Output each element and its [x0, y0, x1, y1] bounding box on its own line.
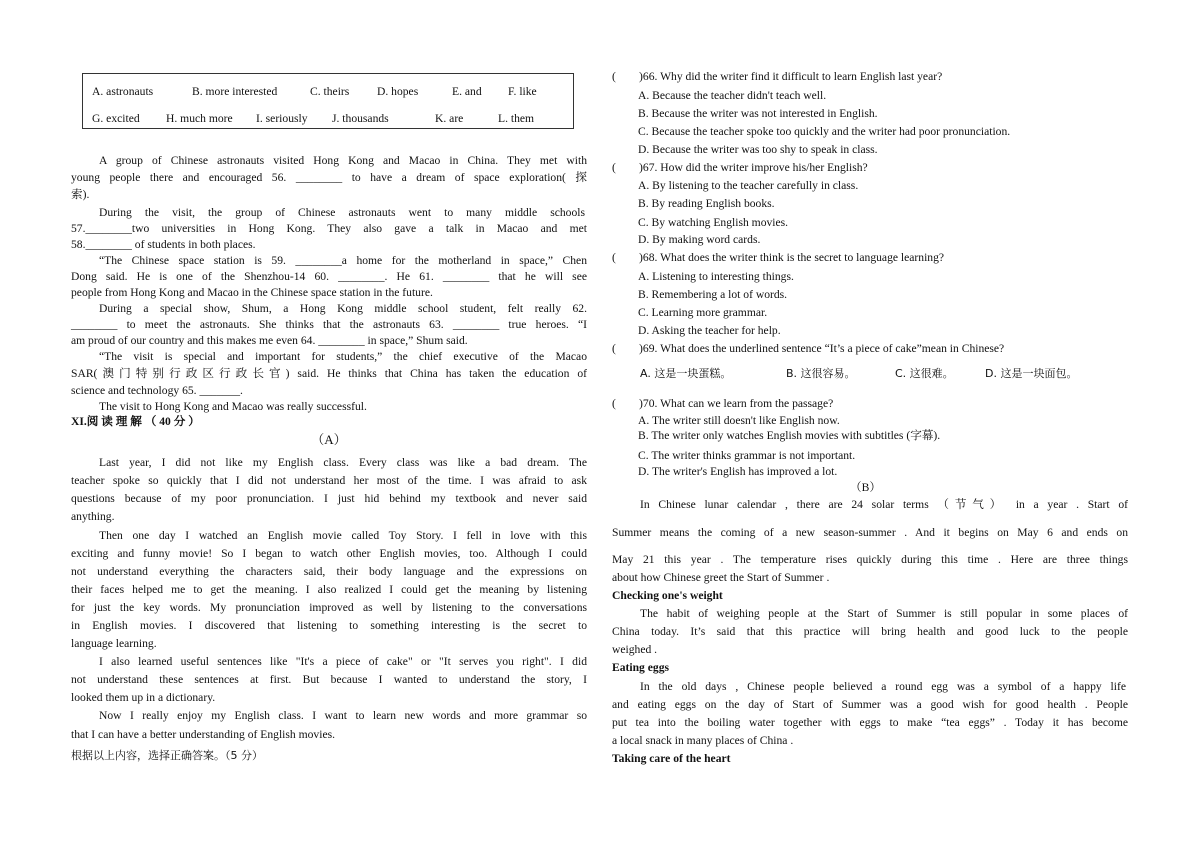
passage-b-heading: Checking one's weight: [612, 589, 723, 602]
cloze-line: young people there and encouraged 56. ________ to have a dream of space exploration( 探: [71, 171, 587, 184]
cloze-line: people from Hong Kong and Macao in the Chinese space station in the future.: [71, 286, 433, 299]
question-option: B. By reading English books.: [638, 197, 775, 210]
passage-b-heading: Eating eggs: [612, 661, 670, 674]
cloze-line: During the visit, the group of Chinese astronauts went to many middle schools: [99, 206, 585, 219]
word-option: A. astronauts: [92, 85, 154, 98]
passage-a-line: that I can have a better understanding of English movies.: [71, 728, 336, 741]
passage-b-label: （B）: [850, 481, 881, 494]
question-option: B. Because the writer was not interested in English.: [638, 107, 878, 120]
passage-b-line: a local snack in many places of China .: [612, 734, 794, 747]
cloze-line: The visit to Hong Kong and Macao was really successful.: [99, 400, 367, 413]
passage-b-line: In the old days , Chinese people believed a round egg was a symbol of a happy life: [640, 680, 1126, 693]
section-title: XI.阅 读 理 解 （ 40 分 ）: [71, 415, 200, 428]
question-option: A. By listening to the teacher carefully in class.: [638, 179, 859, 192]
passage-a-line: exciting and funny movie! So I began to watch other English movies, too. Although I could: [71, 547, 587, 560]
question-option: C. By watching English movies.: [638, 216, 789, 229]
passage-a-line: Now I really enjoy my English class. I want to learn new words and more grammar so: [99, 709, 587, 722]
passage-a-line: Last year, I did not like my English class. Every class was like a bad dream. The: [99, 456, 587, 469]
passage-b-line: about how Chinese greet the Start of Summer .: [612, 571, 830, 584]
word-option: E. and: [452, 85, 482, 98]
word-option: B. more interested: [192, 85, 278, 98]
question-option: A. Because the teacher didn't teach well.: [638, 89, 827, 102]
passage-a-line: anything.: [71, 510, 115, 523]
passage-a-line: I also learned useful sentences like "It's a piece of cake" or "It serves you right". I did: [99, 655, 587, 668]
passage-b-line: Summer means the coming of a new season-summer . And it begins on May 6 and ends on: [612, 526, 1128, 539]
cloze-line: 索).: [71, 188, 90, 201]
question-option: B. 这很容易。: [786, 367, 856, 380]
passage-a-line: Then one day I watched an English movie called Toy Story. I fell in love with this: [99, 529, 587, 542]
word-option: F. like: [508, 85, 537, 98]
question-option: B. Remembering a lot of words.: [638, 288, 788, 301]
passage-b-heading: Taking care of the heart: [612, 752, 731, 765]
passage-a-line: in English movies. I discovered that listening to something interesting is the secret to: [71, 619, 587, 632]
passage-a-line: questions because of my poor pronunciation. I just hid behind my textbook and never said: [71, 492, 587, 505]
cloze-line: A group of Chinese astronauts visited Hong Kong and Macao in China. They met with: [99, 154, 587, 167]
question-option: D. By making word cards.: [638, 233, 761, 246]
word-option: J. thousands: [332, 112, 389, 125]
passage-b-line: May 21 this year . The temperature rises quickly during this time . Here are three things: [612, 553, 1128, 566]
passage-a-line: not understand everything the characters said, their body language and the expressions on: [71, 565, 587, 578]
cloze-line: science and technology 65. _______.: [71, 384, 243, 397]
cloze-line: “The Chinese space station is 59. ________a home for the motherland in space,” Chen: [99, 254, 587, 267]
cloze-line: am proud of our country and this makes me even 64. ________ in space,” Shum said.: [71, 334, 468, 347]
passage-a-line: looked them up in a dictionary.: [71, 691, 216, 704]
passage-b-line: In Chinese lunar calendar , there are 24 solar terms （节气） in a year . Start of: [640, 498, 1128, 511]
question-option: D. Because the writer was too shy to speak in class.: [638, 143, 878, 156]
question-option: D. Asking the teacher for help.: [638, 324, 781, 337]
passage-b-line: The habit of weighing people at the Start of Summer is still popular in some places of: [640, 607, 1128, 620]
passage-a-line: teacher spoke so quickly that I did not understand her most of the time. I was afraid to ask: [71, 474, 587, 487]
question-option: D. The writer's English has improved a lot.: [638, 465, 838, 478]
word-option: G. excited: [92, 112, 140, 125]
question-option: C. The writer thinks grammar is not important.: [638, 449, 856, 462]
word-bank-box: [82, 73, 574, 129]
passage-b-line: weighed .: [612, 643, 658, 656]
question-option: A. 这是一块蛋糕。: [640, 367, 732, 380]
question-option: C. 这很难。: [895, 367, 954, 380]
cloze-line: “The visit is special and important for students,” the chief executive of the Macao: [99, 350, 587, 363]
cloze-line: Dong said. He is one of the Shenzhou-14 60. ________. He 61. ________ that he will see: [71, 270, 587, 283]
passage-b-line: China today. It’s said that this practice will bring health and good luck to the people: [612, 625, 1128, 638]
passage-a-line: language learning.: [71, 637, 157, 650]
word-option: D. hopes: [377, 85, 419, 98]
question-option: C. Because the teacher spoke too quickly and the writer had poor pronunciation.: [638, 125, 1011, 138]
passage-b-line: and eating eggs on the day of Start of Summer was a good wish for good health . People: [612, 698, 1128, 711]
question-68-stem: ( )68. What does the writer think is the secret to language learning?: [612, 251, 945, 264]
passage-a-line: their faces helped me to get the meaning. I also realized I could get the meaning by listening: [71, 583, 587, 596]
word-option: H. much more: [166, 112, 233, 125]
question-option: D. 这是一块面包。: [985, 367, 1078, 380]
question-option: B. The writer only watches English movies with subtitles (字幕).: [638, 429, 941, 442]
passage-b-line: put tea into the boiling water together with eggs to make “tea eggs” . Today it has become: [612, 716, 1128, 729]
word-option: C. theirs: [310, 85, 350, 98]
passage-a-label: （A）: [311, 432, 347, 447]
question-66-stem: ( )66. Why did the writer find it difficult to learn English last year?: [612, 70, 943, 83]
question-option: A. Listening to interesting things.: [638, 270, 794, 283]
passage-a-instruction: 根据以上内容，选择正确答案。（5 分）: [71, 749, 263, 762]
word-option: L. them: [498, 112, 535, 125]
word-option: K. are: [435, 112, 464, 125]
cloze-line: SAR(澳门特别行政区行政长官) said. He thinks that China has taken the education of: [71, 367, 587, 380]
question-67-stem: ( )67. How did the writer improve his/her English?: [612, 161, 868, 174]
cloze-line: During a special show, Shum, a Hong Kong middle school student, felt really 62.: [99, 302, 587, 315]
word-option: I. seriously: [256, 112, 308, 125]
passage-a-line: for just the key words. My pronunciation improved as well by listening to the conversations: [71, 601, 587, 614]
cloze-line: 58.________ of students in both places.: [71, 238, 256, 251]
question-70-stem: ( )70. What can we learn from the passage?: [612, 397, 834, 410]
question-option: A. The writer still doesn't like English now.: [638, 414, 840, 427]
passage-a-line: not understand these sentences at first. But because I wanted to understand the story, I: [71, 673, 587, 686]
cloze-line: 57.________two universities in Hong Kong. They also gave a talk in Macao and met: [71, 222, 587, 235]
cloze-line: ________ to meet the astronauts. She thinks that the astronauts 63. ________ true heroes. “I: [71, 318, 587, 331]
question-69-stem: ( )69. What does the underlined sentence “It’s a piece of cake”mean in Chinese?: [612, 342, 1005, 355]
question-option: C. Learning more grammar.: [638, 306, 768, 319]
